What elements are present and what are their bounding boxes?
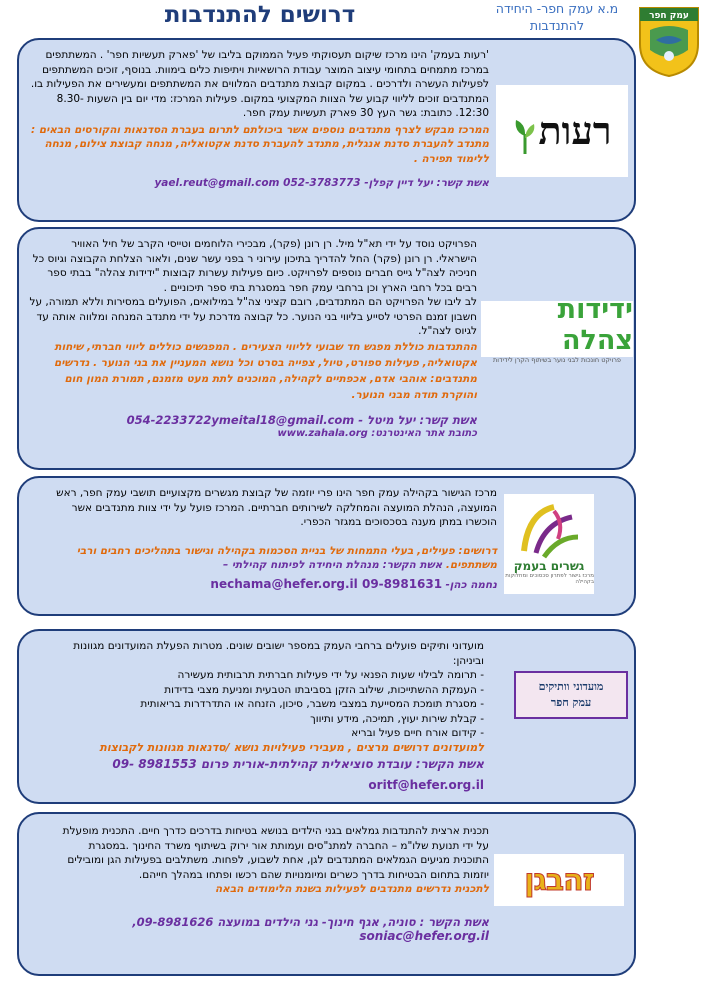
logo-text: עמק חפר [649, 11, 689, 21]
gesharim-highlight [49, 544, 497, 573]
list-item: - קבלת שירות יעוץ, תמיכה, מידע ותיווך [310, 712, 484, 725]
sprout-icon [512, 118, 538, 154]
senior-clubs-logo-line1: מועדוני וותיקים [538, 680, 604, 693]
gesharim-contact-line [49, 577, 497, 593]
list-item: - מסגרת תומכת המסייעת במצבי משבר, סיכון, הזנחה או התדרדרות בריאותית [140, 698, 484, 710]
zahala-text [29, 237, 477, 442]
page-title: דרושים להתנדבות [164, 2, 356, 28]
gesharim-logo [504, 494, 594, 594]
senior-clubs-logo-line2: עמק חפר [550, 696, 592, 709]
unit-title-line1: מ.א עמק חפר- היחידה [495, 1, 619, 16]
zahavgan-body: תכנית ארצית להתנדבות גמלאים בגני הילדים בנושא בטיחות בדרכים כדרך חיים. התכנית מופעלת על ידי תנועת שלו"מ – החברה למתנ"סים ועמותת אור ירוק בשיתוף משרד החינוך .במסגרת התוכנית מגיעים הגמלאים המתנדבים לגן, אחת לשבוע, לפחות. משתלבים בפעילות הגן ומובילים יוזמות בתחום הבטיחות בדרך כשרים ומיומנויות שהם רכשו ופתחו במהלך חייהם. [62, 825, 489, 881]
zahala-logo-sub: פרויקט חונכות לבני נוער בשיתוף הקרן לידידות [493, 356, 621, 364]
senior-clubs-goals [54, 668, 484, 741]
reut-text [29, 48, 489, 191]
list-item: - תרומה לבילוי שעות הפנאי על ידי פעילות חברתית תרבותית מעשירה [177, 669, 484, 681]
zahala-logo-text: ידידות צהלה [557, 294, 633, 356]
reut-contact: אשת קשר: יעל דיין קפלן- 052-3783773 yael.reut@gmail.com [154, 177, 489, 189]
reut-body: 'רעות בעמק' הינו מרכז שיקום תעסוקתי פעיל הממוקם בליבו של 'פארק תעשיות חפר' . המשתתפים במרכז מתמחים בתחומי עיצוב המוצר עבודת הרושאיות ויתיפות כלים בימוות. בנוסף, זוכים המשתתפים לפעילות העשרה ולדרכים . במקום קבוצת מתנדבים המלווים את המשתתפים ומעשירים את הפעילות בו. המתנדבים זוכים לליווי קבוע של הצוות המקצועי במקום. פעילות המרכז: מדי יום בין השעות 8.30-12:30. כתובת: גשר העץ 30 פארק תעשיות עמק חפר. [30, 49, 489, 119]
zahavgan-email: soniac@hefer.org.il [359, 929, 489, 943]
hefer-emblem-logo [636, 4, 702, 78]
senior-clubs-intro: מועדוני ותיקים פועלים ברחבי העמק במספר ישובים שונים. מטרות הפעלת המועדונים מגוונות וביניהן: [73, 640, 484, 667]
zahala-logo [481, 294, 633, 364]
card-zahavgan [17, 812, 636, 976]
unit-title [482, 0, 632, 34]
card-reut [17, 38, 636, 222]
senior-clubs-logo [514, 671, 628, 719]
gesharim-contact-label: אשת הקשר: מנהלת היחידה לפיתוח קהילתי – [222, 559, 443, 571]
gesharim-body: מרכז הגישור בקהילה עמק חפר הינו פרי יוזמה של קבוצת מגשרים מקצועיים תושבי עמק חפר, ראש המועצה, הנהלת המועצה והמחלקה לשירותים חברתיים. המרכז פועל על ידי צוות מתנדבים אשר הוכשרו במתן מענה בסכסוכים במגזר הכפרי. [56, 487, 497, 528]
card-zahala [17, 227, 636, 470]
card-gesharim [17, 476, 636, 616]
zahala-body1: הפרויקט נוסד על ידי תא"ל מיל. רן רונן (פקר), מבכירי הלוחמים וטייסי הקרב של חיל האוויר הישראלי. רן רונן (פקר) החל להדריך בתיכון עירוני ר בפני עשר שנים, ולאור הצלחת הקבוצה וגיוס כל חניכיה לצה"ל גייס חברים נוספים לפרויקט. כיום פעילות עשרות קבוצות "ידידות צהלה" בבתי ספר רבים בכל רחבי הארץ וכן ברחבי עמק חפר במסגרת בתי ספר תיכוניים . [32, 238, 477, 294]
gesharim-logo-sub: מרכז גישור לפתרון סכסוכים ומחלוקות בקהילה [505, 573, 594, 585]
zahala-website: כתובת אתר האינטרנט: www.zahala.org [277, 428, 477, 439]
unit-title-line2: להתנדבות [529, 18, 585, 33]
senior-clubs-text [54, 639, 484, 792]
card-senior-clubs [17, 629, 636, 804]
zahala-highlight: ההתנדבות כוללת מפגש חד שבועי לליווי הצעירים . המפגשים כוללים ליווי חברתי, שיחות אקטואליה, פעילות ספורט, טיול, צפייה בסרט וכל נושא המעניין את בני הנוער . נדרשים מתנדבים: אוהבי אדם, אכפתיים לקהילה, המוכנים לתת מעט מזמנם, תמורת המון חום והוקרת תודה מבני הנוער. [53, 340, 477, 401]
gesharim-logo-text: גשרים בעמק [513, 559, 585, 573]
senior-clubs-highlight: למועדונים דרושים מרצים , מעבירי פעילויות נושא /סדנאות מגוונות לקבוצות [99, 740, 484, 754]
zahavgan-logo-text: זהבגן [524, 862, 594, 898]
list-item: - קידום אורח חיים פעיל ובריא [351, 727, 484, 739]
zahala-body2: לב ליבו של הפרויקט הם המתנדבים, רובם קציני צה"ל במילואים, הפועלים במסירות וללא תמורה, על חשבון זמנם הפרטי לסייע בליווי בני הנוער. כל קבוצה מדרכת על ידי מתנדב המנחה ומלווה אותה עד לגיוס לצה"ל. [29, 296, 477, 337]
reut-highlight: המרכז מבקש לצרף מתנדבים נוספים אשר ביכולתם לתרום בעברת הסדנאות והקורסים הבאים : מתנדב להעברת סדנת אנגלית, מתנדב להעברת סדנת אקטואליה, מנחה קבוצת צילום, מנחה ללימוד תפירה . [30, 123, 489, 165]
zahala-contact: אשת קשר: יעל מיטל - 054-2233722ymeital18@gmail.com [126, 412, 477, 427]
zahavgan-logo [494, 854, 624, 906]
zahavgan-text [59, 824, 489, 944]
reut-logo [496, 85, 628, 177]
zahavgan-contact: אשת הקשר : סוניה, אגף חינוך- גני הילדים במועצה 09-8981626, [132, 914, 489, 929]
reut-logo-text: רעות [538, 108, 612, 153]
zahavgan-highlight: לתכנית נדרשים מתנדבים לפעילות בשנת הלימודים הבאה [214, 883, 489, 895]
list-item: - העמקת ההשתייכות, שילוב הזקן בסביבתו הטבעית ומניעת מצבי בדידות [164, 683, 484, 696]
gesharim-text [49, 486, 497, 592]
gesharim-highlight-text: דרושים: פעילים, בעלי התמחות של בניית הסכמות בקהילה וגישור בתהליכים רחבים ורבי משתתפים. [76, 544, 497, 571]
senior-clubs-contact: אשת הקשר: עובדת סוציאלית קהילתית-אורית פרום 8981553 -09 [112, 757, 484, 771]
bridge-swirl-icon [514, 503, 584, 559]
senior-clubs-email: oritf@hefer.org.il [368, 777, 484, 792]
gesharim-contact-name: נחמה כהן- [445, 578, 497, 591]
gesharim-contact-details: nechama@hefer.org.il 09-8981631 [210, 576, 443, 591]
